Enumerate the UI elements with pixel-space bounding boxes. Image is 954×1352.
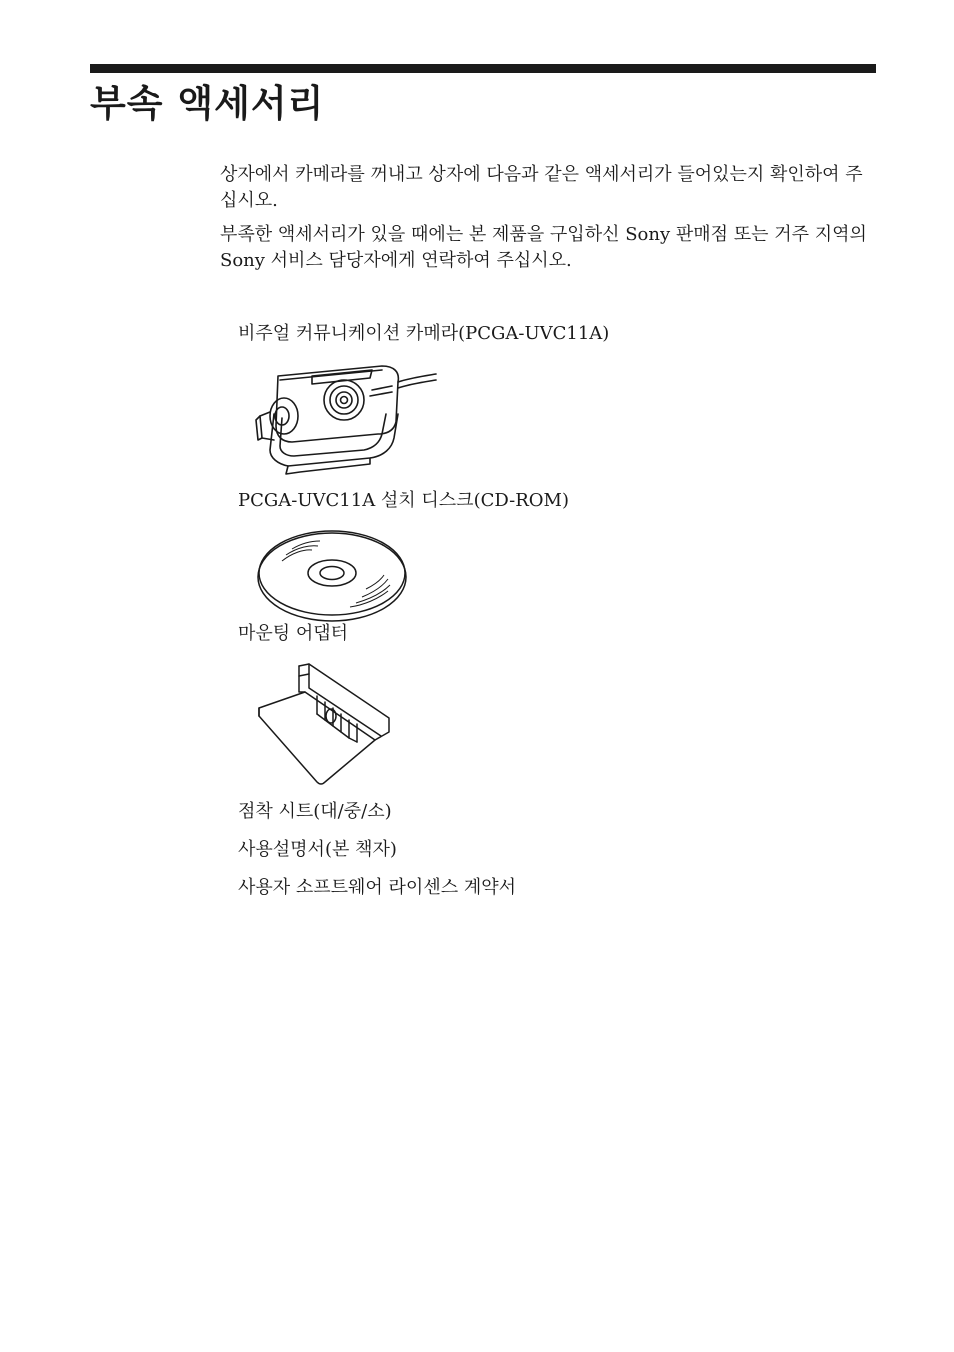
adapter-illustration <box>255 662 395 788</box>
item-adhesive-sheet: 점착 시트(대/중/소) <box>238 801 392 822</box>
intro-text <box>220 162 880 282</box>
item-manual: 사용설명서(본 책자) <box>238 839 397 860</box>
header-rule <box>90 64 876 73</box>
item-disc-label: PCGA-UVC11A 설치 디스크(CD-ROM) <box>238 490 569 511</box>
camera-illustration <box>252 362 444 478</box>
item-license-agreement: 사용자 소프트웨어 라이센스 계약서 <box>238 877 516 898</box>
intro-paragraph-1: 상자에서 카메라를 꺼내고 상자에 다음과 같은 액세서리가 들어있는지 확인하여 주십시오. <box>220 164 863 211</box>
disc-illustration <box>256 527 410 627</box>
item-adapter-label: 마운팅 어댑터 <box>238 623 349 644</box>
page-title: 부속 액세서리 <box>90 82 325 125</box>
intro-paragraph-2: 부족한 액세서리가 있을 때에는 본 제품을 구입하신 Sony 판매점 또는 거주 지역의 Sony 서비스 담당자에게 연락하여 주십시오. <box>220 224 867 271</box>
item-camera-label: 비주얼 커뮤니케이션 카메라(PCGA-UVC11A) <box>238 323 610 344</box>
